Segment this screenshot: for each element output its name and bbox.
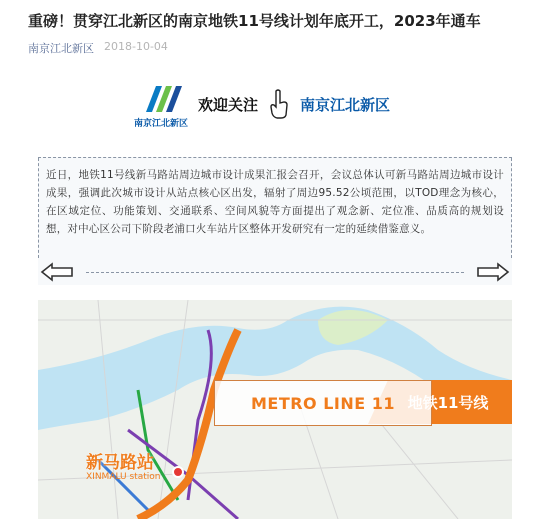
jiangbei-logo-icon bbox=[134, 82, 189, 129]
article-title: 重磅！贯穿江北新区的南京地铁11号线计划年底开工，2023年通车 bbox=[28, 12, 481, 30]
logo-text: 南京江北新区 bbox=[134, 119, 189, 129]
pointing-hand-icon bbox=[268, 89, 290, 119]
station-label-en: XINMALU station bbox=[86, 472, 161, 482]
arrow-row bbox=[38, 262, 512, 284]
arrow-left-icon[interactable] bbox=[40, 262, 76, 282]
metro-line-label-cn: 地铁11号线 bbox=[407, 393, 489, 412]
arrow-right-icon[interactable] bbox=[474, 262, 510, 282]
box-border-left bbox=[38, 158, 39, 258]
article-meta bbox=[28, 40, 168, 56]
intro-paragraph: 近日，地铁11号线新马路站周边城市设计成果汇报会召开，会议总体认可新马路站周边城市设计成果，强调此次城市设计从站点核心区出发，辐射了周边95.52公顷范围，以TOD理念为核心，在区域定位、功能策划、交通联系、空间风貌等方面提出了观念新、定位准、品质高的规划设想，对中心区公司下阶段老浦口火车站片区整体开发研究有一定的延续借鉴意义。 bbox=[46, 169, 504, 235]
station-label-cn: 新马路站 bbox=[86, 453, 154, 473]
account-link[interactable]: 南京江北新区 bbox=[28, 42, 94, 55]
welcome-text: 欢迎关注 bbox=[198, 95, 259, 114]
intro-box bbox=[38, 157, 512, 285]
metro-map bbox=[38, 300, 512, 519]
box-border-right bbox=[511, 158, 512, 258]
brand-text: 南京江北新区 bbox=[300, 95, 391, 114]
metro-line-label: METRO LINE 11 bbox=[250, 393, 396, 413]
dashed-divider bbox=[86, 272, 464, 273]
publish-date: 2018-10-04 bbox=[104, 40, 168, 53]
follow-banner bbox=[134, 82, 440, 129]
